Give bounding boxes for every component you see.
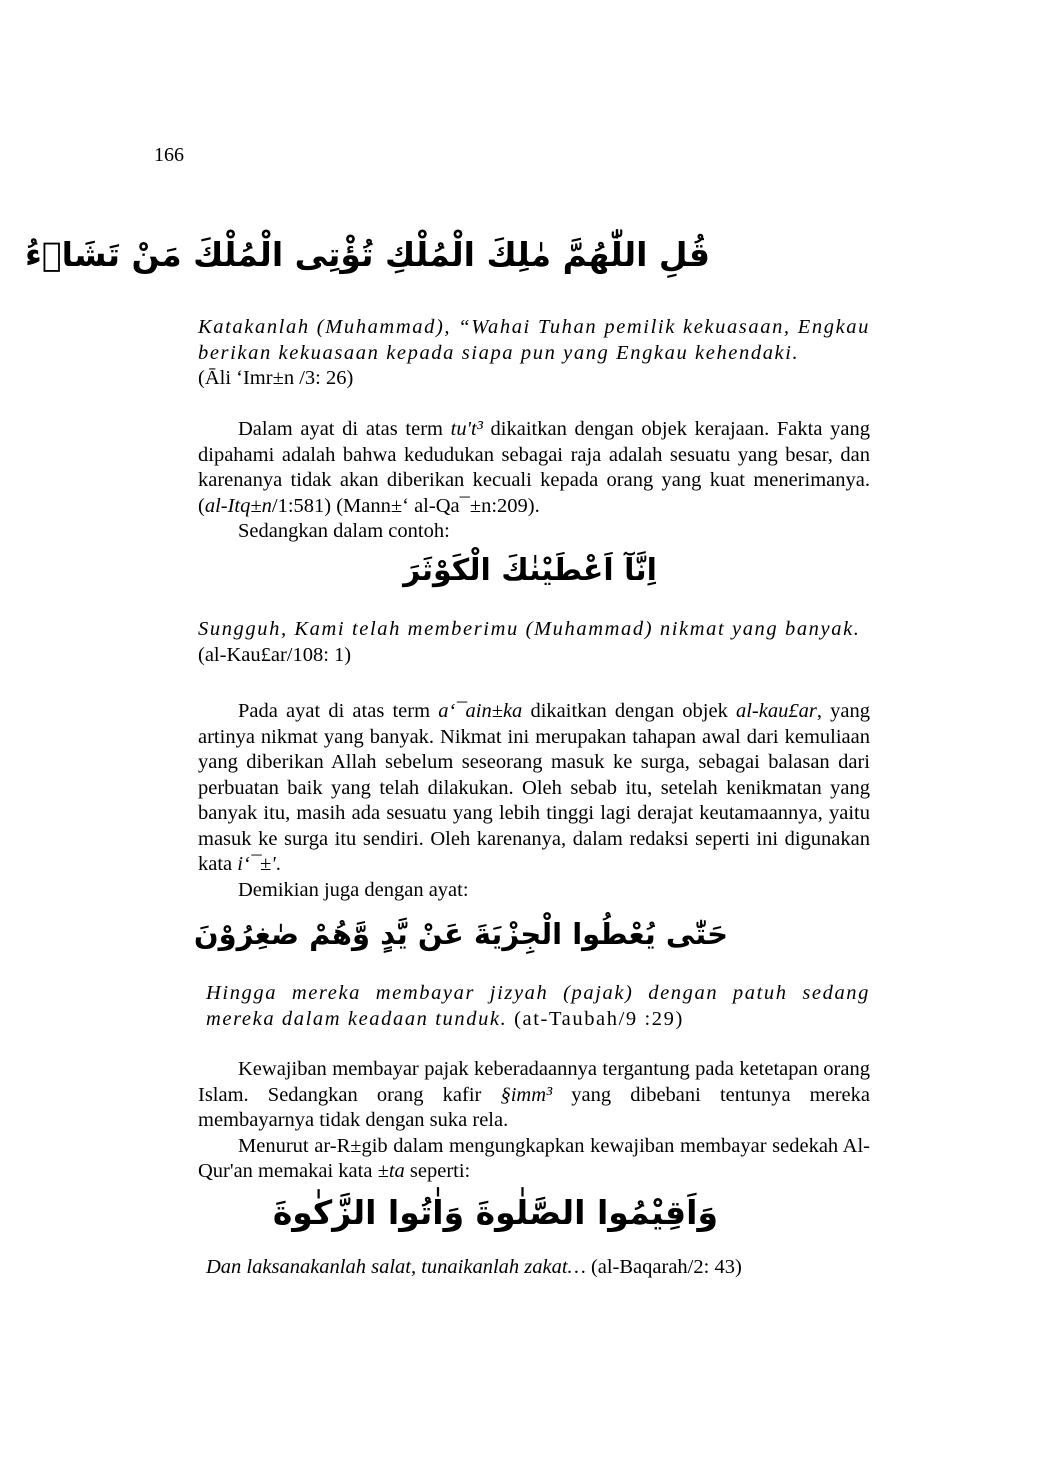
arabic-verse-al-kausar: اِنَّآ اَعْطَيْنٰكَ الْكَوْثَرَ xyxy=(403,553,657,588)
paragraph-text xyxy=(198,417,870,519)
verse-reference: (Āli ‘Imr±n /3: 26) xyxy=(198,367,354,389)
term-ataina: a‘¯ain±ka xyxy=(438,700,523,722)
paragraph-pajak xyxy=(198,1057,870,1185)
term-al-kausar: al-kau£ar xyxy=(735,700,817,722)
term-ata: ±ta xyxy=(377,1160,405,1182)
term-zimmi: §imm³ xyxy=(500,1083,553,1106)
paragraph-ar-ragib xyxy=(198,1134,870,1185)
translation-at-taubah xyxy=(206,981,870,1032)
translation-ali-imran xyxy=(198,315,870,392)
term-ita: i‘¯±' xyxy=(237,853,276,875)
text-run: dikaitkan dengan objek xyxy=(522,700,736,722)
verse-reference: (al-Kau£ar/108: 1) xyxy=(198,643,352,666)
arabic-verse-at-taubah: حَتّٰى يُعْطُوا الْجِزْيَةَ عَنْ يَّدٍ وَّهُمْ صٰغِرُوْنَ xyxy=(193,917,728,951)
text-run: Pada ayat di atas term xyxy=(238,700,439,722)
translation-text xyxy=(206,1255,870,1281)
arabic-verse-al-baqarah: وَاَقِيْمُوا الصَّلٰوةَ وَاٰتُوا الزَّكٰوةَ xyxy=(272,1193,718,1232)
translation-al-kausar xyxy=(198,617,870,668)
paragraph-intro-verse: Demikian juga dengan ayat: xyxy=(238,878,469,901)
paragraph-text xyxy=(198,699,870,878)
translation-al-baqarah xyxy=(206,1255,870,1281)
text-run: dikaitkan dengan objek kerajaan. Fakta yang dipahami adalah bahwa kedudukan sebagai raja adalah sesuatu yang besar, dan karenanya tidak akan diberikan kecuali kepada orang yang kuat menerimanya. ( xyxy=(198,418,870,517)
translation-italic: Hingga mereka membayar jizyah (pajak) dengan patuh sedang mereka dalam keadaan tunduk. xyxy=(206,982,870,1030)
page-number: 166 xyxy=(154,144,184,166)
text-run: seperti: xyxy=(404,1160,471,1182)
translation-text: Sungguh, Kami telah memberimu (Muhammad) nikmat yang banyak. xyxy=(198,618,861,640)
text-run: , yang artinya nikmat yang banyak. Nikmat ini merupakan tahapan awal dari kemuliaan yang diberikan Allah sebelum seseorang masuk ke surga, sebagai balasan dari perbuatan baik yang telah dilakukan. Oleh sebab itu, setelah kenikmatan yang banyak itu, masih ada sesuatu yang lebih tinggi lagi derajat keutamaannya, yaitu masuk ke surga itu sendiri. Oleh karenanya, dalam redaksi seperti ini digunakan kata xyxy=(198,700,870,875)
text-run: yang dibebani tentunya mereka membayarnya tidak dengan suka rela. xyxy=(198,1083,870,1131)
text-run: Dalam ayat di atas term xyxy=(238,418,451,440)
translation-italic: Dan laksanakanlah salat, tunaikanlah zakat… xyxy=(206,1256,586,1278)
text-run: Menurut ar-R±gib dalam mengungkapkan kewajiban membayar sedekah Al-Qur'an memakai kata xyxy=(198,1134,870,1182)
citation-title: al-Itq±n xyxy=(204,494,272,517)
translation-text: Katakanlah (Muhammad), “Wahai Tuhan pemilik kekuasaan, Engkau berikan kekuasaan kepada siapa pun yang Engkau kehendaki. xyxy=(198,316,870,364)
paragraph-ataina xyxy=(198,699,870,903)
text-run: /1:581) (Mann±‘ al-Qa¯±n:209). xyxy=(271,494,540,517)
verse-reference: (at-Taubah/9 :29) xyxy=(514,1007,684,1030)
paragraph-text xyxy=(198,1057,870,1134)
arabic-verse-ali-imran: قُلِ اللّٰهُمَّ مٰلِكَ الْمُلْكِ تُؤْتِى الْمُلْكَ مَنْ تَشَاۤءُ xyxy=(24,235,710,274)
paragraph-tuti xyxy=(198,417,870,545)
term-tuti: tu't³ xyxy=(450,418,483,440)
verse-reference: (al-Baqarah/2: 43) xyxy=(590,1256,742,1278)
translation-text xyxy=(206,981,870,1032)
text-run: Kewajiban membayar pajak keberadaannya tergantung pada ketetapan orang Islam. Sedangkan orang kafir xyxy=(198,1058,870,1106)
text-run: . xyxy=(275,853,281,875)
paragraph-intro-example: Sedangkan dalam contoh: xyxy=(238,520,450,542)
